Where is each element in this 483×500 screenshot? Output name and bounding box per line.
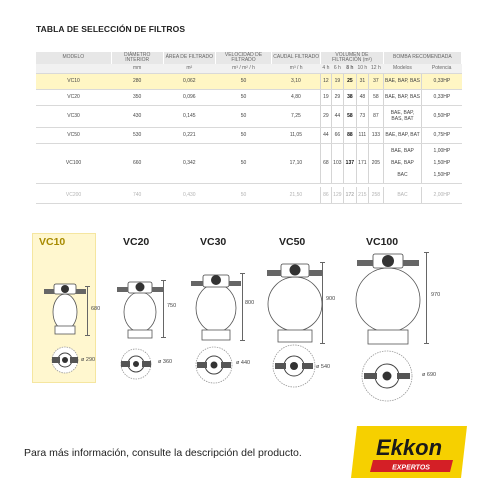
cell-h10: 215 xyxy=(356,187,369,203)
cell-area: 0,430 xyxy=(163,187,215,203)
cell-caudal: 3,10 xyxy=(272,73,321,89)
unit-velocidad: m³ / m² / h xyxy=(215,64,271,73)
cell-potencia xyxy=(422,187,462,203)
model-label-vc50: VC50 xyxy=(279,236,306,248)
logo-wordmark: Ekkon xyxy=(375,435,443,460)
vc30-height: 800 xyxy=(245,300,255,306)
cell-h10: 48 xyxy=(356,89,369,105)
model-label-vc20: VC20 xyxy=(123,236,150,248)
cell-bomba xyxy=(383,105,422,127)
header-caudal: CAUDAL FILTRADO xyxy=(272,52,321,64)
vc100-height-line xyxy=(426,252,427,344)
cell-modelo: VC100 xyxy=(36,143,111,183)
cell-bomba xyxy=(383,89,422,105)
header-bomba: BOMBA RECOMENDADA xyxy=(383,52,461,64)
model-label-vc30: VC30 xyxy=(200,236,227,248)
cell-bomba-line: BAE, BAP, xyxy=(390,109,415,116)
cell-h8: 38 xyxy=(344,89,357,105)
cell-diametro: 660 xyxy=(111,143,163,183)
vc30-topview-drawing xyxy=(191,342,237,388)
cell-caudal: 21,50 xyxy=(272,187,321,203)
cell-potencia xyxy=(422,127,462,143)
cell-h12: 258 xyxy=(369,187,384,203)
vc50-height-line xyxy=(322,262,323,344)
vc100-topview-drawing xyxy=(356,345,418,407)
cell-potencia-line: 1,50HP xyxy=(433,160,451,166)
vc10-diameter: ø 290 xyxy=(81,357,96,363)
cell-bomba-line: BAC xyxy=(397,191,408,198)
header-diametro: DIÁMETRO INTERIOR xyxy=(111,52,163,64)
cell-diametro: 740 xyxy=(111,187,163,203)
unit-8h: 8 h xyxy=(344,64,357,73)
cell-potencia-line: 1,50HP xyxy=(433,172,451,178)
vc20-topview-drawing xyxy=(116,344,156,384)
table-units-row xyxy=(36,64,462,73)
unit-6h: 6 h xyxy=(331,64,344,73)
cell-h6: 29 xyxy=(331,89,344,105)
cell-potencia xyxy=(422,89,462,105)
cell-diametro: 280 xyxy=(111,73,163,89)
cell-diametro: 350 xyxy=(111,89,163,105)
header-modelo: MODELO xyxy=(36,52,111,64)
cell-velocidad: 50 xyxy=(215,187,271,203)
unit-4h: 4 h xyxy=(322,65,330,71)
cell-h12: 133 xyxy=(369,127,384,143)
cell-velocidad: 50 xyxy=(215,143,271,183)
cell-area: 0,062 xyxy=(163,73,215,89)
vc10-topview-drawing xyxy=(47,342,83,378)
vc50-diameter: ø 540 xyxy=(316,364,331,370)
unit-diametro: mm xyxy=(111,64,163,73)
vc50-filter-drawing xyxy=(260,258,330,346)
cell-h6: 66 xyxy=(331,127,344,143)
cell-potencia xyxy=(422,105,462,127)
cell-h12: 58 xyxy=(369,89,384,105)
filter-selection-table xyxy=(36,52,462,204)
cell-h8: 172 xyxy=(344,187,357,203)
table-header-row xyxy=(36,52,462,64)
footer-note: Para más información, consulte la descripción del producto. xyxy=(24,447,302,459)
vc10-filter-drawing xyxy=(40,282,90,342)
table-row xyxy=(36,73,462,89)
cell-h6: 103 xyxy=(331,143,344,183)
cell-h10: 111 xyxy=(356,127,369,143)
cell-h12: 37 xyxy=(369,73,384,89)
cell-diametro: 530 xyxy=(111,127,163,143)
unit-potencia: Potencia xyxy=(422,64,462,73)
cell-bomba xyxy=(383,143,422,183)
unit-modelos: Modelos xyxy=(383,64,422,73)
header-volumen: VOLUMEN DE FILTRACIÓN (m³) xyxy=(321,52,384,64)
cell-h12: 87 xyxy=(369,105,384,127)
cell-diametro: 430 xyxy=(111,105,163,127)
cell-bomba xyxy=(383,73,422,89)
vc30-height-line xyxy=(242,273,243,341)
cell-bomba xyxy=(383,187,422,203)
vc20-height: 750 xyxy=(167,303,177,309)
cell-caudal: 11,05 xyxy=(272,127,321,143)
table-row xyxy=(36,105,462,127)
cell-potencia xyxy=(422,143,462,183)
cell-modelo: VC10 xyxy=(36,73,111,89)
cell-h8: 25 xyxy=(344,73,357,89)
cell-h4: 19 xyxy=(321,89,331,105)
cell-bomba-line: BAE, BAP xyxy=(391,160,414,166)
cell-bomba xyxy=(383,127,422,143)
cell-h4: 44 xyxy=(321,127,331,143)
cell-caudal: 4,80 xyxy=(272,89,321,105)
cell-potencia-line: 0,75HP xyxy=(433,131,451,138)
cell-h10: 31 xyxy=(356,73,369,89)
cell-potencia-line: 0,50HP xyxy=(433,112,451,119)
cell-bomba-line: BAS, BAT xyxy=(391,116,414,122)
vc100-height: 970 xyxy=(431,292,441,298)
unit-10h: 10 h xyxy=(357,65,368,71)
cell-potencia-line: 0,33HP xyxy=(433,93,451,100)
cell-h4: 29 xyxy=(321,105,331,127)
vc100-diameter: ø 690 xyxy=(422,372,437,378)
vc10-height-line xyxy=(87,286,88,336)
cell-potencia-line: 0,33HP xyxy=(433,77,451,84)
table-row xyxy=(36,187,462,203)
vc30-filter-drawing xyxy=(186,270,246,344)
vc20-diameter: ø 360 xyxy=(158,359,173,365)
cell-caudal: 7,25 xyxy=(272,105,321,127)
header-area: ÁREA DE FILTRADO xyxy=(163,52,215,64)
ekkon-logo xyxy=(349,422,471,482)
cell-area: 0,096 xyxy=(163,89,215,105)
cell-bomba-line: BAE, BAP, BAT xyxy=(385,131,420,138)
cell-h4: 12 xyxy=(321,73,331,89)
cell-bomba-line: BAE, BAP, BAS xyxy=(385,77,420,84)
cell-h12: 205 xyxy=(369,143,384,183)
cell-h6: 129 xyxy=(331,187,344,203)
cell-area: 0,145 xyxy=(163,105,215,127)
unit-12h: 12 h xyxy=(369,64,384,73)
page-title: TABLA DE SELECCIÓN DE FILTROS xyxy=(36,24,186,34)
cell-area: 0,342 xyxy=(163,143,215,183)
cell-h6: 44 xyxy=(331,105,344,127)
cell-h10: 171 xyxy=(356,143,369,183)
vc50-height: 900 xyxy=(326,296,336,302)
table-row xyxy=(36,143,462,183)
cell-modelo: VC30 xyxy=(36,105,111,127)
header-velocidad: VELOCIDAD DE FILTRADO xyxy=(215,52,271,64)
vc100-filter-drawing xyxy=(348,248,428,348)
cell-h8: 137 xyxy=(344,143,357,183)
unit-area: m² xyxy=(163,64,215,73)
cell-bomba-line: BAE, BAP, BAS xyxy=(385,93,420,100)
cell-h10: 73 xyxy=(356,105,369,127)
cell-velocidad: 50 xyxy=(215,73,271,89)
cell-modelo: VC20 xyxy=(36,89,111,105)
cell-potencia xyxy=(422,73,462,89)
table-row xyxy=(36,89,462,105)
cell-h4: 68 xyxy=(321,143,331,183)
vc50-topview-drawing xyxy=(268,340,320,392)
cell-h4: 86 xyxy=(321,187,331,203)
logo-tagline: EXPERTOS xyxy=(392,464,430,472)
vc20-height-line xyxy=(163,280,164,338)
model-label-vc10: VC10 xyxy=(39,236,66,248)
vc10-height: 680 xyxy=(91,306,101,312)
unit-caudal: m³ / h xyxy=(272,64,321,73)
cell-potencia-line: 2,00HP xyxy=(433,191,451,198)
vc20-filter-drawing xyxy=(112,278,168,342)
cell-velocidad: 50 xyxy=(215,105,271,127)
cell-velocidad: 50 xyxy=(215,89,271,105)
cell-modelo: VC200 xyxy=(36,187,111,203)
cell-h6: 19 xyxy=(331,73,344,89)
cell-potencia-line: 1,00HP xyxy=(433,148,451,154)
cell-caudal: 17,10 xyxy=(272,143,321,183)
model-label-vc100: VC100 xyxy=(366,236,399,248)
cell-bomba-line: BAE, BAP xyxy=(391,148,414,154)
vc30-diameter: ø 440 xyxy=(236,360,251,366)
cell-bomba-line: BAC xyxy=(397,172,408,178)
cell-h8: 58 xyxy=(344,105,357,127)
cell-modelo: VC50 xyxy=(36,127,111,143)
table-row xyxy=(36,127,462,143)
cell-h8: 88 xyxy=(344,127,357,143)
cell-velocidad: 50 xyxy=(215,127,271,143)
cell-area: 0,221 xyxy=(163,127,215,143)
